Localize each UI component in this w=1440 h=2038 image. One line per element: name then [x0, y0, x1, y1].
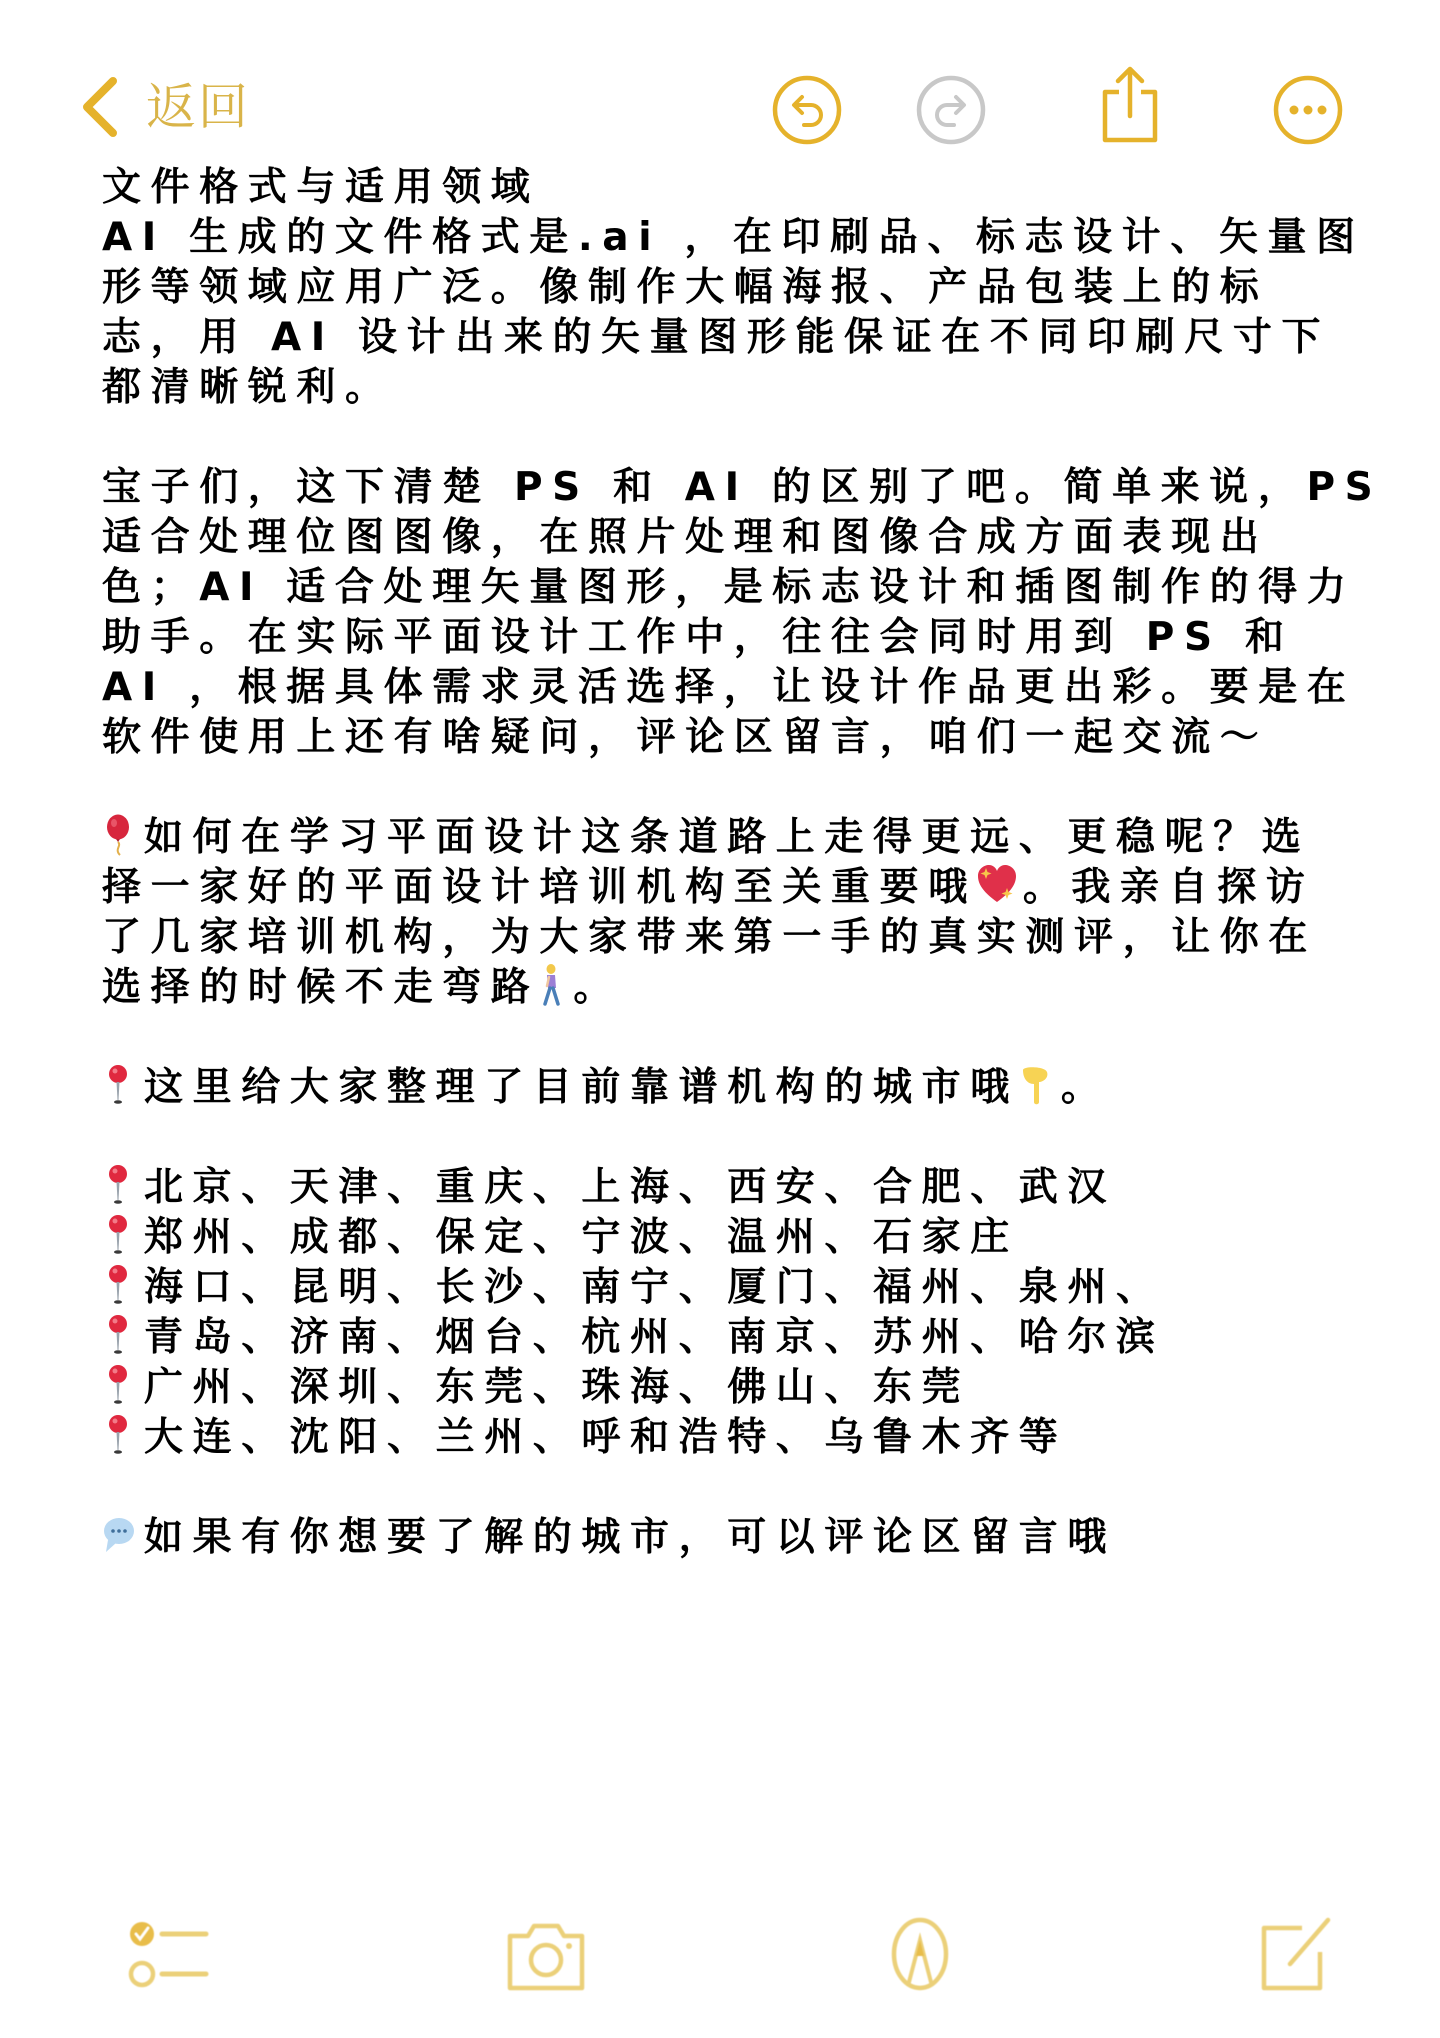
- paragraph-line: 宝子们，这下清楚 PS 和 AI 的区别了吧。简单来说，PS: [102, 465, 1383, 510]
- paragraph-text: 择一家好的平面设计培训机构至关重要哦: [102, 865, 977, 910]
- paragraph-text: 。: [1060, 1065, 1110, 1110]
- city-list-line: [102, 1313, 1352, 1363]
- paragraph-line: AI 生成的文件格式是.ai ，在印刷品、标志设计、矢量图: [102, 215, 1365, 260]
- undo-icon: [771, 74, 843, 146]
- checklist-button[interactable]: [126, 1916, 210, 1996]
- paragraph-line: 了几家培训机构，为大家带来第一手的真实测评，让你在: [102, 915, 1318, 960]
- more-icon: [1272, 74, 1344, 146]
- undo-button[interactable]: [771, 74, 843, 146]
- paragraph-line: [102, 963, 1352, 1013]
- pointing-down-icon: [1019, 1064, 1053, 1106]
- blank-line: [102, 1013, 1352, 1063]
- blank-line: [102, 1113, 1352, 1163]
- balloon-icon: [102, 814, 138, 856]
- paragraph-line: 助手。在实际平面设计工作中，往往会同时用到 PS 和: [102, 615, 1294, 660]
- city-list-text: 广州、深圳、东莞、珠海、佛山、东莞: [144, 1365, 971, 1410]
- section-title: 文件格式与适用领域: [102, 165, 540, 210]
- round-pushpin-icon: [102, 1414, 138, 1456]
- round-pushpin-icon: [102, 1364, 138, 1406]
- city-list-line: [102, 1263, 1352, 1313]
- city-list-line: [102, 1213, 1352, 1263]
- speech-bubble-icon: [102, 1514, 138, 1556]
- back-label: 返回: [146, 78, 250, 136]
- note-body[interactable]: [102, 163, 1383, 1563]
- markup-pen-icon: [878, 1914, 962, 1998]
- camera-icon: [504, 1914, 588, 1998]
- city-list-text: 郑州、成都、保定、宁波、温州、石家庄: [144, 1215, 1019, 1260]
- paragraph-line: 志，用 AI 设计出来的矢量图形能保证在不同印刷尺寸下: [102, 315, 1331, 360]
- city-list-line: [102, 1363, 1352, 1413]
- markup-button[interactable]: [878, 1916, 962, 1996]
- round-pushpin-icon: [102, 1214, 138, 1256]
- blank-line: [102, 763, 1352, 813]
- closing-text: 如果有你想要了解的城市，可以评论区留言哦: [144, 1515, 1117, 1560]
- redo-icon: [915, 74, 987, 146]
- top-toolbar: [0, 0, 1440, 160]
- round-pushpin-icon: [102, 1264, 138, 1306]
- city-list-line: [102, 1163, 1352, 1213]
- paragraph-line: 都清晰锐利。: [102, 365, 394, 410]
- back-button[interactable]: [80, 72, 250, 142]
- redo-button[interactable]: [915, 74, 987, 146]
- city-list-text: 大连、沈阳、兰州、呼和浩特、乌鲁木齐等: [144, 1415, 1068, 1460]
- round-pushpin-icon: [102, 1064, 138, 1106]
- paragraph-text: 。我亲自探访: [1022, 865, 1315, 910]
- city-list-text: 青岛、济南、烟台、杭州、南京、苏州、哈尔滨: [144, 1315, 1165, 1360]
- compose-button[interactable]: [1252, 1916, 1336, 1996]
- paragraph-line: [102, 813, 1352, 863]
- paragraph-line: 适合处理位图图像，在照片处理和图像合成方面表现出: [102, 515, 1269, 560]
- paragraph-text: 这里给大家整理了目前靠谱机构的城市哦: [144, 1065, 1019, 1110]
- compose-icon: [1252, 1914, 1336, 1998]
- paragraph-line: [102, 1063, 1352, 1113]
- city-list-line: [102, 1413, 1352, 1463]
- closing-line: [102, 1513, 1352, 1563]
- camera-button[interactable]: [504, 1916, 588, 1996]
- city-list-text: 北京、天津、重庆、上海、西安、合肥、武汉: [144, 1165, 1117, 1210]
- paragraph-text: 选择的时候不走弯路: [102, 965, 540, 1010]
- checklist-icon: [126, 1914, 210, 1998]
- paragraph-line: 色；AI 适合处理矢量图形，是标志设计和插图制作的得力: [102, 565, 1356, 610]
- share-icon: [1097, 64, 1163, 146]
- chevron-left-icon: [80, 76, 120, 138]
- woman-walking-icon: [539, 964, 565, 1006]
- city-list-text: 海口、昆明、长沙、南宁、厦门、福州、泉州、: [144, 1265, 1165, 1310]
- share-button[interactable]: [1094, 64, 1166, 146]
- blank-line: [102, 413, 1352, 463]
- paragraph-text: 。: [573, 965, 623, 1010]
- paragraph-text: 如何在学习平面设计这条道路上走得更远、更稳呢？选: [144, 815, 1311, 860]
- blank-line: [102, 1463, 1352, 1513]
- sparkling-heart-icon: [977, 864, 1015, 906]
- round-pushpin-icon: [102, 1314, 138, 1356]
- paragraph-line: 形等领域应用广泛。像制作大幅海报、产品包装上的标: [102, 265, 1269, 310]
- paragraph-line: AI ，根据具体需求灵活选择，让设计作品更出彩。要是在: [102, 665, 1356, 710]
- paragraph-line: 软件使用上还有啥疑问，评论区留言，咱们一起交流～: [102, 715, 1269, 760]
- bottom-toolbar: [0, 1900, 1440, 2038]
- round-pushpin-icon: [102, 1164, 138, 1206]
- more-button[interactable]: [1272, 74, 1344, 146]
- paragraph-line: [102, 863, 1352, 913]
